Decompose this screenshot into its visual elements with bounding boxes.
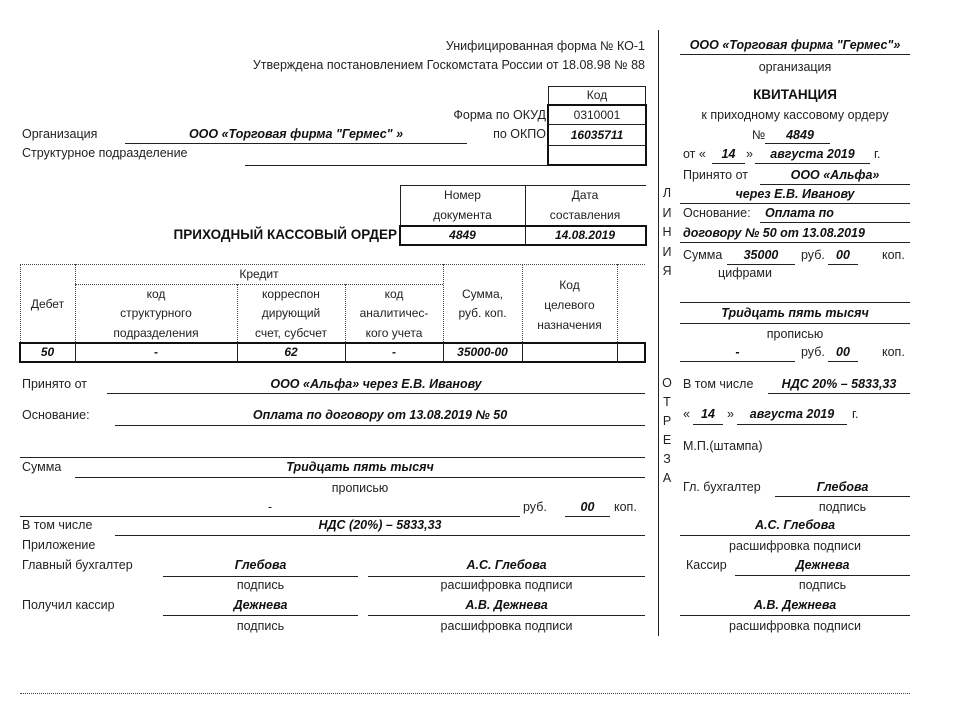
rub-label: руб. [801, 248, 825, 262]
divider [20, 457, 645, 458]
date-month-year: августа 2019 [749, 407, 835, 421]
letter: Т [663, 395, 671, 409]
received-value: ООО «Альфа» через Е.В. Иванову [270, 377, 482, 391]
received-label: Принято от [683, 168, 749, 182]
divider [712, 163, 745, 164]
receipt-month-year: августа 2019 [770, 147, 855, 161]
rub-value: - [267, 500, 273, 514]
in-words-caption: прописью [331, 481, 389, 495]
basis-label: Основание: [22, 408, 90, 422]
year-suffix: г. [852, 407, 859, 421]
divider [760, 222, 910, 223]
divider [680, 535, 910, 536]
sum-header: руб. коп. [458, 306, 507, 320]
org-label: Организация [22, 127, 98, 141]
decode-caption: расшифровка подписи [729, 539, 861, 553]
org-underline [125, 143, 467, 144]
received-value: ООО «Альфа» [790, 168, 880, 182]
basis-value: Оплата по [765, 206, 834, 220]
quote: » [727, 407, 734, 421]
divider [548, 124, 646, 125]
target-header: целевого [544, 298, 595, 312]
letter: И [662, 205, 672, 220]
letter: А [662, 471, 672, 485]
divider [828, 264, 858, 265]
divider [737, 424, 847, 425]
cashier-label: Получил кассир [22, 598, 115, 612]
incl-value: НДС 20% – 5833,33 [781, 377, 897, 391]
kop-value: 00 [580, 500, 595, 514]
division-value: - [154, 345, 158, 359]
divider [107, 393, 645, 394]
receipt-org: ООО «Торговая фирма "Гермес"» [689, 38, 901, 52]
basis-label: Основание: [683, 206, 751, 220]
kop-label: коп. [614, 500, 637, 514]
cashier-name: А.В. Дежнева [465, 598, 548, 612]
divider [163, 615, 358, 616]
year-suffix: г. [874, 147, 881, 161]
sign-caption: подпись [818, 500, 867, 514]
sign-caption: подпись [236, 619, 285, 633]
bottom-cut-line [20, 693, 910, 694]
code-label: Код [586, 88, 608, 102]
divider [693, 424, 723, 425]
no-label: № [752, 128, 766, 142]
cashier-name: А.В. Дежнева [753, 598, 837, 612]
divider [680, 361, 795, 362]
analytic-header: кого учета [365, 326, 423, 340]
attach-label: Приложение [22, 538, 96, 552]
digits-caption: цифрами [718, 266, 772, 280]
analytic-header: код [384, 287, 404, 301]
quote: » [746, 147, 753, 161]
division-label: Структурное подразделение [22, 146, 188, 160]
credit-header: Кредит [239, 267, 279, 281]
okpo-label: по ОКПО [493, 127, 546, 141]
org-value: ООО «Торговая фирма "Гермес" » [188, 127, 404, 141]
received-label: Принято от [22, 377, 88, 391]
receipt-title: КВИТАНЦИЯ [753, 87, 837, 102]
kop-label: коп. [882, 248, 905, 262]
divider [368, 615, 645, 616]
cashier-label: Кассир [686, 558, 727, 572]
rub-label: руб. [801, 345, 825, 359]
doc-number: 4849 [449, 228, 476, 242]
target-header: назначения [537, 318, 602, 332]
basis-value-2: договору № 50 от 13.08.2019 [683, 226, 865, 240]
account-value: 62 [284, 345, 298, 359]
division-underline [245, 165, 547, 166]
letter: Л [662, 186, 672, 200]
letter: Р [662, 414, 672, 428]
account-header: счет, субсчет [255, 326, 327, 340]
doc-title: ПРИХОДНЫЙ КАССОВЫЙ ОРДЕР [173, 227, 397, 242]
divider [755, 163, 870, 164]
divider [768, 393, 910, 394]
divider [760, 184, 910, 185]
decode-caption: расшифровка подписи [440, 578, 573, 592]
receipt-number: 4849 [786, 128, 814, 142]
doc-date-header: составления [549, 208, 621, 222]
chief-signature: Глебова [234, 558, 287, 572]
divider [680, 615, 910, 616]
divider [775, 496, 910, 497]
debit-header: Дебет [30, 297, 65, 311]
in-words-caption: прописью [766, 327, 824, 341]
cashier-signature: Дежнева [795, 558, 850, 572]
divider [680, 203, 910, 204]
doc-date: 14.08.2019 [554, 228, 616, 242]
letter: Я [662, 264, 672, 278]
sum-kop: 00 [836, 248, 850, 262]
words-kop: 00 [836, 345, 850, 359]
sum-words: Тридцать пять тысяч [721, 306, 869, 320]
chief-name: А.С. Глебова [754, 518, 836, 532]
sign-caption: подпись [236, 578, 285, 592]
chief-label: Главный бухгалтер [22, 558, 133, 572]
incl-value: НДС (20%) – 5833,33 [318, 518, 442, 532]
letter: Н [662, 225, 672, 239]
stamp-label: М.П.(штампа) [683, 439, 763, 453]
sign-caption: подпись [798, 578, 847, 592]
divider [680, 54, 910, 55]
kop-label: коп. [882, 345, 905, 359]
words-rub: - [735, 345, 740, 359]
letter: О [662, 376, 672, 390]
cashier-signature: Дежнева [233, 598, 288, 612]
divider [680, 323, 910, 324]
incl-label: В том числе [22, 518, 93, 532]
cut-line [658, 30, 659, 636]
date-day: 14 [701, 407, 715, 421]
sum-label: Сумма [683, 248, 723, 262]
chief-name: А.С. Глебова [466, 558, 547, 572]
divider [115, 535, 645, 536]
basis-value: Оплата по договору от 13.08.2019 № 50 [252, 408, 508, 422]
divider [828, 361, 858, 362]
division-code-header: подразделения [113, 326, 199, 340]
target-header: Код [559, 278, 580, 292]
receipt-subtitle: к приходному кассовому ордеру [701, 108, 889, 122]
division-code-header: код [146, 287, 166, 301]
decode-caption: расшифровка подписи [440, 619, 573, 633]
rub-label: руб. [523, 500, 547, 514]
org-caption: организация [758, 60, 832, 74]
sum-value: 35000-00 [457, 345, 508, 359]
okud-value: 0310001 [573, 108, 621, 122]
divider [680, 302, 910, 303]
doc-number-header: Номер [444, 188, 481, 202]
divider [522, 343, 523, 362]
sum-rub: 35000 [743, 248, 779, 262]
received-value-2: через Е.В. Иванову [735, 187, 855, 201]
divider [735, 575, 910, 576]
form-name: Унифицированная форма № КО-1 [445, 39, 645, 53]
sum-label: Сумма [22, 460, 62, 474]
analytic-header: аналитичес- [359, 306, 429, 320]
receipt-day: 14 [721, 147, 736, 161]
divider [617, 343, 618, 362]
divider [765, 143, 830, 144]
cut-line-label-cut [660, 374, 674, 488]
divider [617, 264, 618, 344]
letter: И [662, 244, 672, 259]
division-code-header: структурного [120, 306, 192, 320]
from-label: от « [683, 147, 706, 161]
okpo-value: 16035711 [570, 128, 624, 142]
divider [75, 477, 645, 478]
sum-header: Сумма, [461, 287, 504, 301]
okud-label: Форма по ОКУД [453, 108, 546, 122]
sum-words: Тридцать пять тысяч [286, 460, 434, 474]
analytic-value: - [392, 345, 396, 359]
divider [115, 425, 645, 426]
account-header: дирующий [261, 306, 321, 320]
account-header: корреспон [262, 287, 320, 301]
approval-note: Утверждена постановлением Госкомстата России от 18.08.98 № 88 [252, 58, 645, 72]
incl-label: В том числе [683, 377, 754, 391]
cut-line-label-line [660, 184, 674, 282]
decode-caption: расшифровка подписи [729, 619, 861, 633]
letter: З [663, 452, 671, 466]
letter: Е [662, 433, 672, 447]
quote: « [683, 407, 690, 421]
chief-label: Гл. бухгалтер [683, 480, 761, 494]
divider [680, 242, 910, 243]
debit-value: 50 [40, 345, 55, 359]
divider [548, 145, 646, 146]
doc-date-header: Дата [571, 188, 599, 202]
doc-number-header: документа [433, 208, 492, 222]
chief-signature: Глебова [816, 480, 869, 494]
